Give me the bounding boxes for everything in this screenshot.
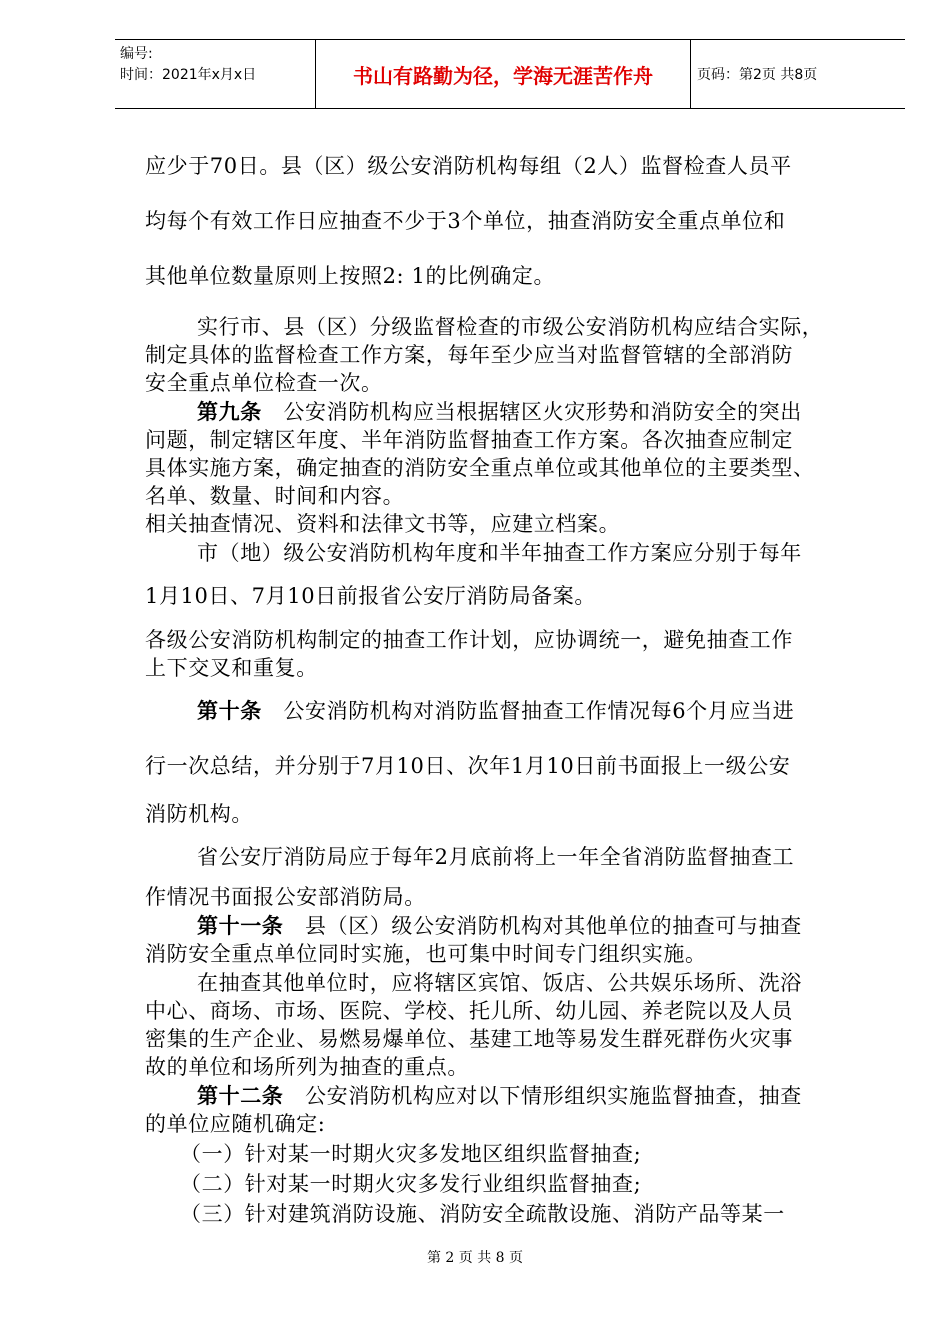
article-11 bbox=[197, 910, 802, 940]
article-12 bbox=[197, 1080, 802, 1110]
article-10 bbox=[197, 695, 794, 725]
text-line: 1月10日、7月10日前报省公安厅消防局备案。 bbox=[145, 584, 596, 608]
text-line: 作情况书面报公安部消防局。 bbox=[145, 885, 426, 909]
serial-label: 编号: bbox=[120, 46, 153, 62]
article-title: 第九条 bbox=[197, 400, 262, 424]
time-label: 时间：2021年x月x日 bbox=[120, 67, 257, 83]
article-9 bbox=[197, 396, 802, 426]
text-line: 省公安厅消防局应于每年2月底前将上一年全省消防监督抽查工 bbox=[197, 845, 795, 869]
text-line: 各级公安消防机构制定的抽查工作计划，应协调统一，避免抽查工作 bbox=[145, 628, 793, 652]
article-text: 公安消防机构应当根据辖区火灾形势和消防安全的突出 bbox=[261, 400, 802, 424]
text-line: 消防安全重点单位同时实施，也可集中时间专门组织实施。 bbox=[145, 942, 707, 966]
text-line: 名单、数量、时间和内容。 bbox=[145, 484, 405, 508]
text-line: 问题，制定辖区年度、半年消防监督抽查工作方案。各次抽查应制定 bbox=[145, 428, 793, 452]
text-line: 制定具体的监督检查工作方案，每年至少应当对监督管辖的全部消防 bbox=[145, 343, 793, 367]
text-line: 消防机构。 bbox=[145, 802, 253, 826]
header-meta bbox=[115, 40, 315, 108]
text-line: 相关抽查情况、资料和法律文书等，应建立档案。 bbox=[145, 512, 621, 536]
list-item: （二）针对某一时期火灾多发行业组织监督抽查; bbox=[180, 1172, 642, 1196]
motto: 书山有路勤为径，学海无涯苦作舟 bbox=[315, 40, 691, 108]
page-header bbox=[115, 39, 905, 109]
article-title: 第十二条 bbox=[197, 1084, 284, 1108]
article-text: 公安消防机构对消防监督抽查工作情况每6个月应当进 bbox=[261, 699, 795, 723]
text-line: 应少于70日。县（区）级公安消防机构每组（2人）监督检查人员平 bbox=[145, 154, 792, 178]
text-line: 中心、商场、市场、医院、学校、托儿所、幼儿园、养老院以及人员 bbox=[145, 999, 793, 1023]
text-line: 实行市、县（区）分级监督检查的市级公安消防机构应结合实际， bbox=[197, 315, 824, 339]
article-text: 县（区）级公安消防机构对其他单位的抽查可与抽查 bbox=[283, 914, 802, 938]
page-footer: 第 2 页 共 8 页 bbox=[426, 1250, 524, 1266]
article-text: 公安消防机构应对以下情形组织实施监督抽查，抽查 bbox=[283, 1084, 802, 1108]
text-line: 在抽查其他单位时，应将辖区宾馆、饭店、公共娱乐场所、洗浴 bbox=[197, 971, 802, 995]
text-line: 的单位应随机确定: bbox=[145, 1112, 326, 1136]
text-line: 具体实施方案，确定抽查的消防安全重点单位或其他单位的主要类型、 bbox=[145, 456, 815, 480]
page-info: 页码：第2页 共8页 bbox=[697, 67, 818, 83]
list-item: （一）针对某一时期火灾多发地区组织监督抽查; bbox=[180, 1142, 642, 1166]
text-line: 其他单位数量原则上按照2: 1的比例确定。 bbox=[145, 264, 556, 288]
text-line: 上下交叉和重复。 bbox=[145, 656, 318, 680]
article-title: 第十一条 bbox=[197, 914, 284, 938]
text-line: 密集的生产企业、易燃易爆单位、基建工地等易发生群死群伤火灾事 bbox=[145, 1027, 793, 1051]
text-line: 均每个有效工作日应抽查不少于3个单位，抽查消防安全重点单位和 bbox=[145, 209, 786, 233]
article-title: 第十条 bbox=[197, 699, 262, 723]
list-item: （三）针对建筑消防设施、消防安全疏散设施、消防产品等某一 bbox=[180, 1202, 785, 1226]
text-line: 故的单位和场所列为抽查的重点。 bbox=[145, 1055, 469, 1079]
text-line: 安全重点单位检查一次。 bbox=[145, 371, 383, 395]
text-line: 行一次总结，并分别于7月10日、次年1月10日前书面报上一级公安 bbox=[145, 754, 791, 778]
text-line: 市（地）级公安消防机构年度和半年抽查工作方案应分别于每年 bbox=[197, 541, 802, 565]
